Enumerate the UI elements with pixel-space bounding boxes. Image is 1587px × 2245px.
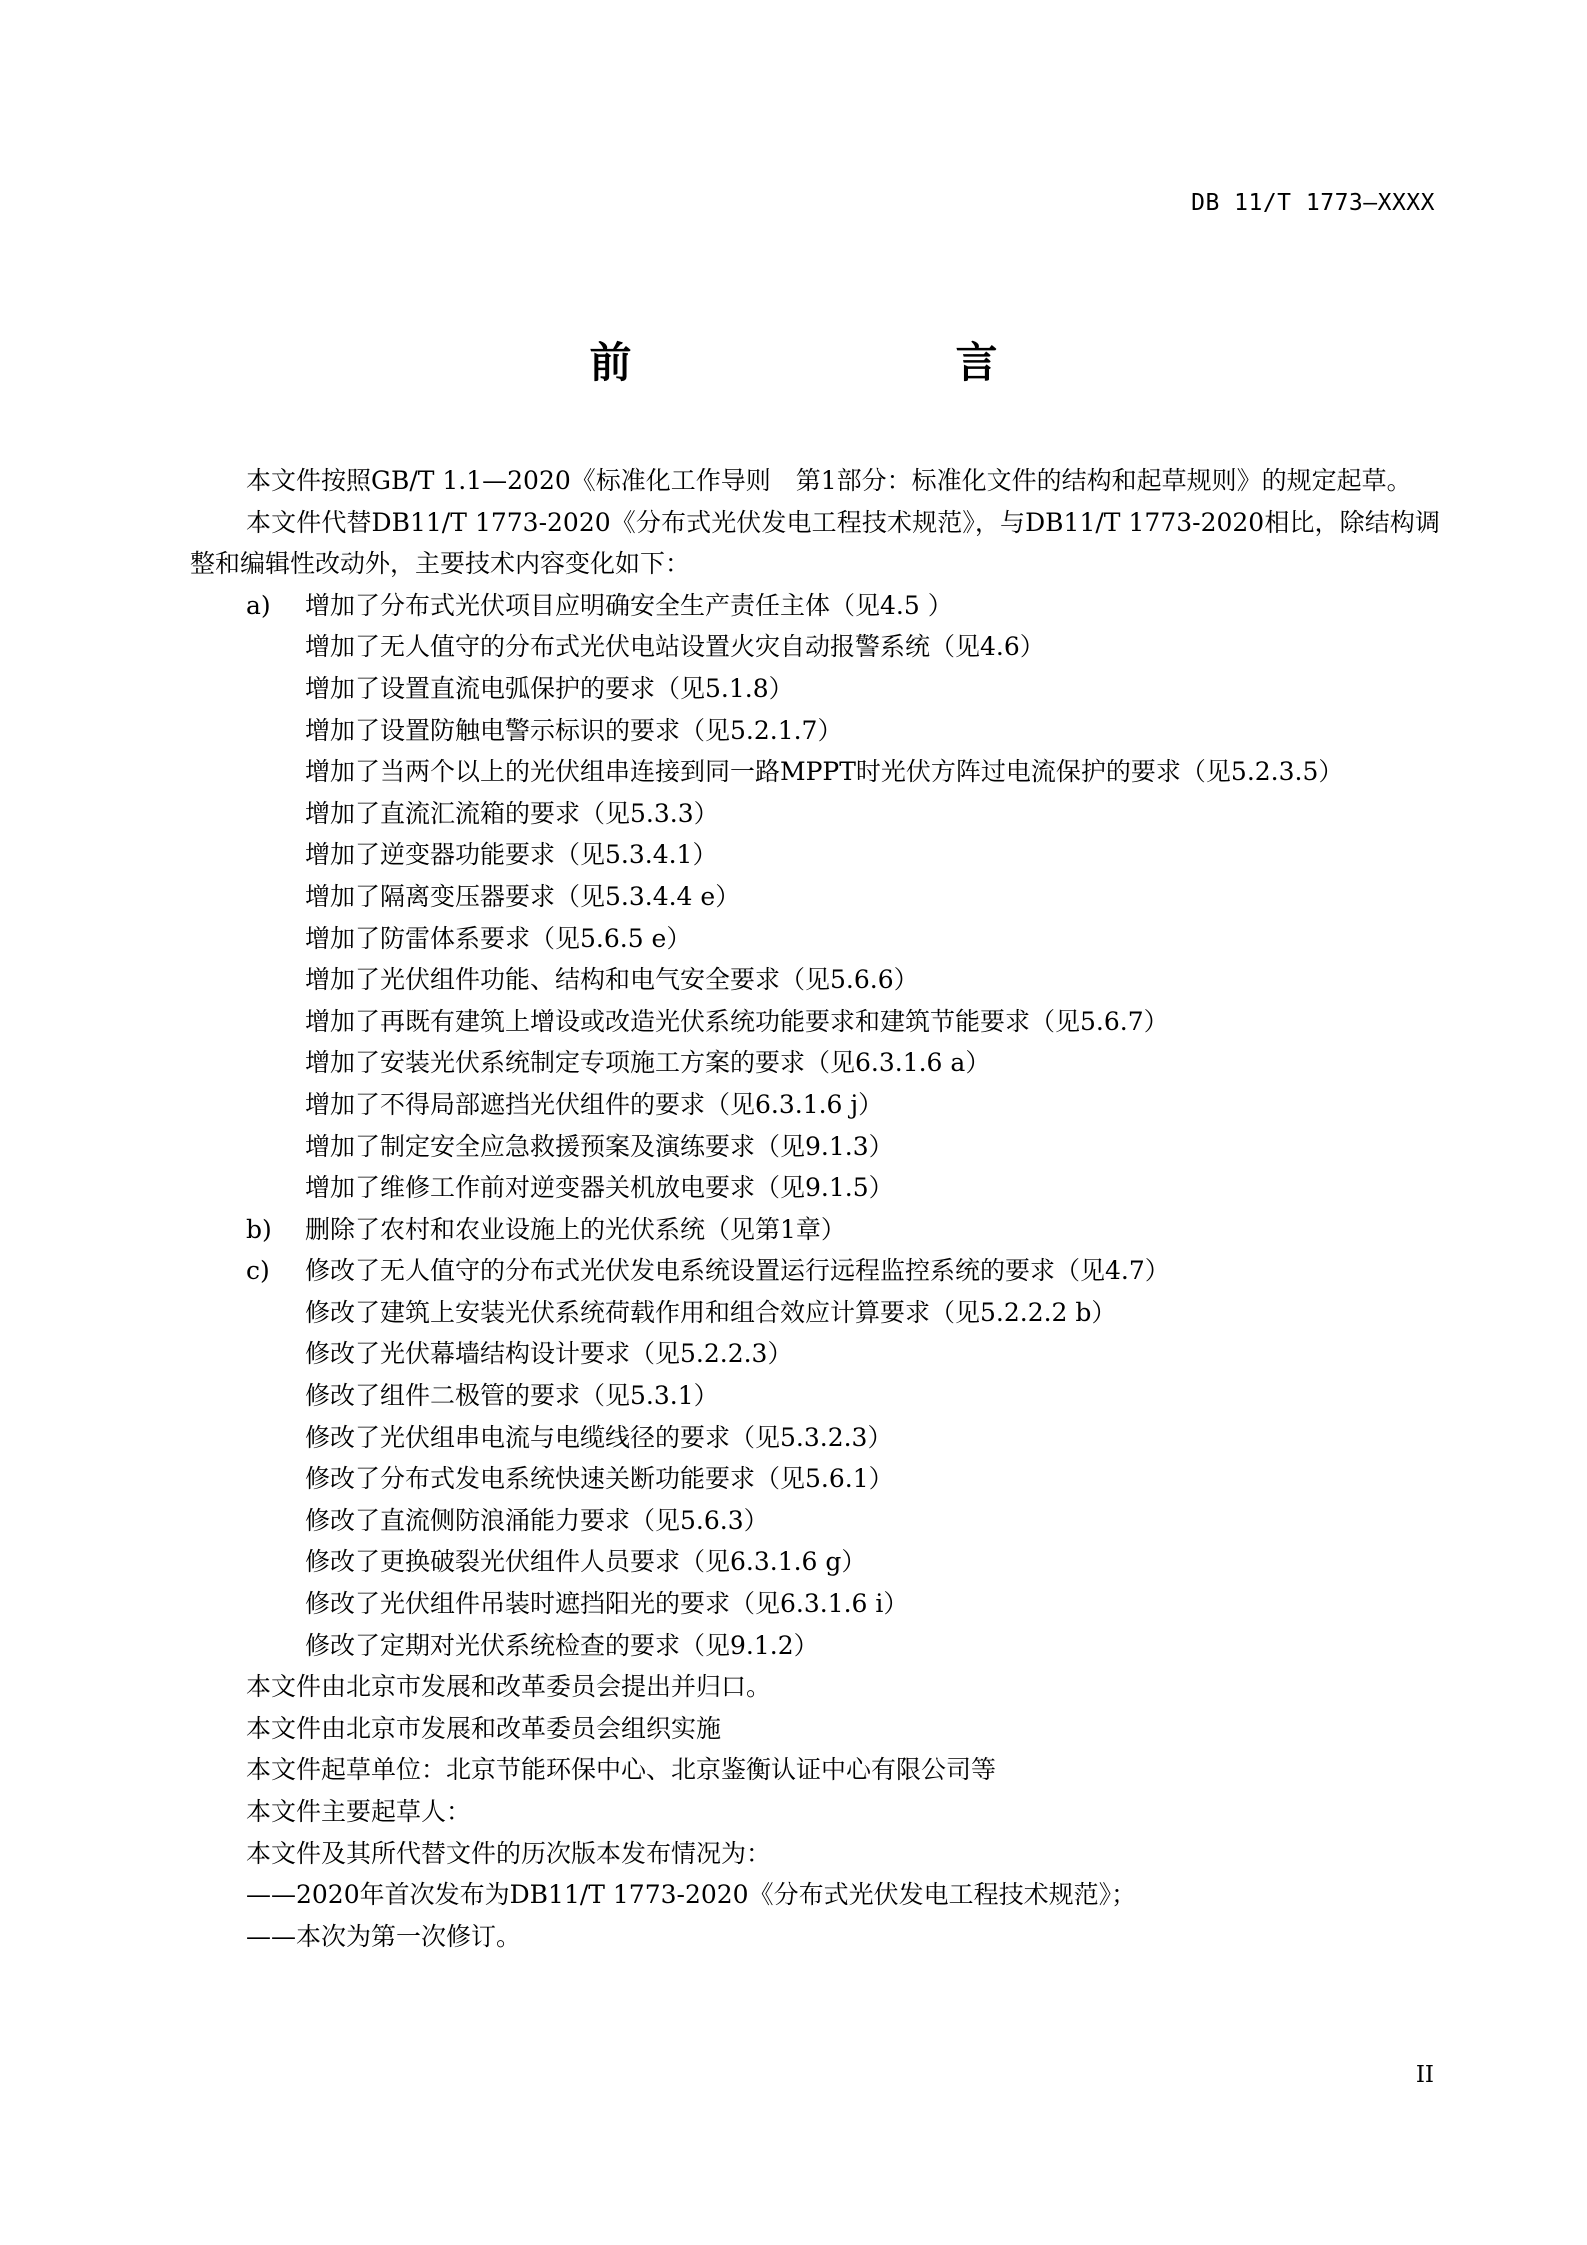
list-item — [190, 876, 1440, 918]
closing-block — [190, 1666, 1440, 1957]
list-item — [190, 834, 1440, 876]
list-item — [190, 1209, 1440, 1251]
list-item-text: 增加了分布式光伏项目应明确安全生产责任主体（见4.5 ） — [305, 590, 953, 620]
list-item-text: 修改了光伏组串电流与电缆线径的要求（见5.3.2.3） — [305, 1422, 893, 1452]
list-item — [190, 959, 1440, 1001]
page-title: 前 言 — [589, 338, 1078, 387]
list-item-text: 增加了维修工作前对逆变器关机放电要求（见9.1.5） — [305, 1173, 894, 1203]
list-item-text: 修改了组件二极管的要求（见5.3.1） — [305, 1381, 719, 1411]
list-item — [190, 668, 1440, 710]
closing-line: ——2020年首次发布为DB11/T 1773-2020《分布式光伏发电工程技术规范》； — [246, 1880, 1137, 1910]
list-item — [190, 1458, 1440, 1500]
list-item-text: 增加了不得局部遮挡光伏组件的要求（见6.3.1.6 j） — [305, 1089, 884, 1119]
list-item-text: 增加了无人值守的分布式光伏电站设置火灾自动报警系统（见4.6） — [305, 632, 1045, 662]
list-marker: b) — [246, 1214, 272, 1244]
list-item — [190, 710, 1440, 752]
closing-line: 本文件及其所代替文件的历次版本发布情况为： — [246, 1838, 772, 1868]
changes-list — [190, 585, 1440, 1666]
list-item — [190, 1292, 1440, 1334]
list-item — [190, 1042, 1440, 1084]
page-number: II — [1415, 2062, 1434, 2088]
list-item-text: 增加了当两个以上的光伏组串连接到同一路MPPT时光伏方阵过电流保护的要求（见5.2.3.5） — [305, 757, 1344, 787]
closing-line: 本文件由北京市发展和改革委员会提出并归口。 — [246, 1672, 772, 1702]
list-marker: a) — [246, 590, 271, 620]
list-item — [190, 1250, 1440, 1292]
list-item-text: 修改了光伏组件吊装时遮挡阳光的要求（见6.3.1.6 i） — [305, 1589, 909, 1619]
list-marker: c) — [246, 1256, 270, 1286]
list-item-text: 增加了防雷体系要求（见5.6.5 e） — [305, 923, 692, 953]
list-item-text: 修改了定期对光伏系统检查的要求（见9.1.2） — [305, 1630, 819, 1660]
list-item — [190, 918, 1440, 960]
list-item — [190, 751, 1440, 793]
list-item-text: 增加了隔离变压器要求（见5.3.4.4 e） — [305, 881, 741, 911]
list-item — [190, 1541, 1440, 1583]
list-item-text: 增加了设置防触电警示标识的要求（见5.2.1.7） — [305, 715, 843, 745]
list-item-text: 增加了制定安全应急救援预案及演练要求（见9.1.3） — [305, 1131, 894, 1161]
document-body — [190, 460, 1440, 1957]
list-item-text: 增加了安装光伏系统制定专项施工方案的要求（见6.3.1.6 a） — [305, 1048, 991, 1078]
list-item — [190, 585, 1440, 627]
list-item-text: 增加了设置直流电弧保护的要求（见5.1.8） — [305, 673, 794, 703]
list-item — [190, 1375, 1440, 1417]
list-item — [190, 1583, 1440, 1625]
list-item-text: 修改了光伏幕墙结构设计要求（见5.2.2.3） — [305, 1339, 793, 1369]
list-item-text: 修改了直流侧防浪涌能力要求（见5.6.3） — [305, 1505, 769, 1535]
intro-paragraph-2: 本文件代替DB11/T 1773-2020《分布式光伏发电工程技术规范》，与DB11/T 1773-2020相比，除结构调整和编辑性改动外，主要技术内容变化如下： — [190, 507, 1440, 579]
document-code: DB 11/T 1773—XXXX — [1191, 190, 1435, 216]
list-item-text: 增加了再既有建筑上增设或改造光伏系统功能要求和建筑节能要求（见5.6.7） — [305, 1006, 1169, 1036]
list-item-text: 增加了逆变器功能要求（见5.3.4.1） — [305, 840, 718, 870]
list-item-text: 删除了农村和农业设施上的光伏系统（见第1章） — [305, 1214, 846, 1244]
list-item — [190, 793, 1440, 835]
list-item — [190, 1167, 1440, 1209]
closing-line: ——本次为第一次修订。 — [246, 1921, 522, 1951]
list-item-text: 修改了更换破裂光伏组件人员要求（见6.3.1.6 g） — [305, 1547, 867, 1577]
list-item — [190, 1001, 1440, 1043]
list-item — [190, 1333, 1440, 1375]
list-item-text: 修改了无人值守的分布式光伏发电系统设置运行远程监控系统的要求（见4.7） — [305, 1256, 1170, 1286]
closing-line: 本文件由北京市发展和改革委员会组织实施 — [246, 1713, 722, 1743]
list-item — [190, 1500, 1440, 1542]
list-item-text: 增加了直流汇流箱的要求（见5.3.3） — [305, 798, 719, 828]
list-item — [190, 1625, 1440, 1667]
list-item — [190, 1126, 1440, 1168]
list-item — [190, 1084, 1440, 1126]
closing-line: 本文件起草单位：北京节能环保中心、北京鉴衡认证中心有限公司等 — [246, 1755, 997, 1785]
list-item — [190, 626, 1440, 668]
list-item-text: 增加了光伏组件功能、结构和电气安全要求（见5.6.6） — [305, 965, 919, 995]
intro-paragraph-1: 本文件按照GB/T 1.1—2020《标准化工作导则 第1部分：标准化文件的结构和起草规则》的规定起草。 — [246, 466, 1412, 495]
list-item-text: 修改了建筑上安装光伏系统荷载作用和组合效应计算要求（见5.2.2.2 b） — [305, 1297, 1117, 1327]
closing-line: 本文件主要起草人： — [246, 1797, 472, 1826]
list-item — [190, 1417, 1440, 1459]
list-item-text: 修改了分布式发电系统快速关断功能要求（见5.6.1） — [305, 1464, 894, 1494]
